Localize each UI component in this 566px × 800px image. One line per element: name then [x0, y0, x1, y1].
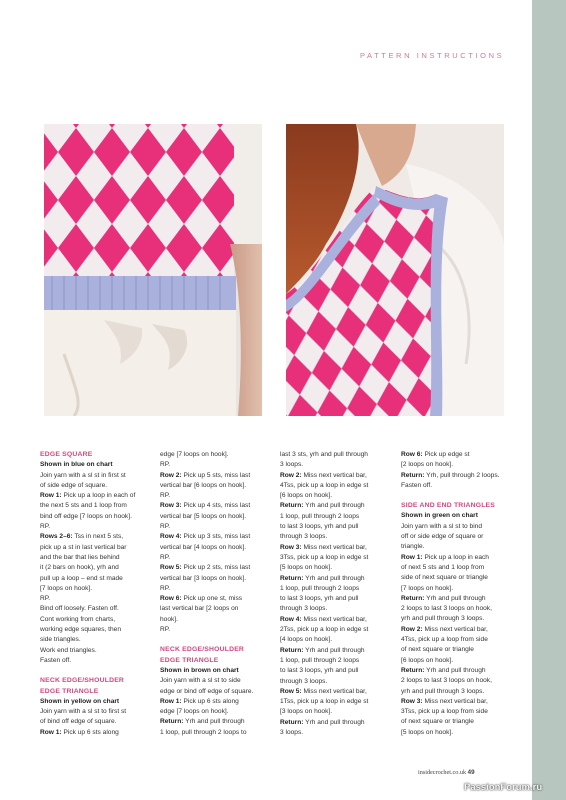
chart-color-note: Shown in green on chart	[401, 512, 478, 520]
instruction-text: to last 3 loops, yrh and pull	[280, 595, 359, 603]
instruction-text: to last 3 loops, yrh and pull	[280, 523, 359, 531]
instruction-text: of bind off edge of square.	[40, 718, 117, 726]
page-number: 49	[467, 769, 475, 776]
row-label: Return:	[401, 594, 425, 602]
instruction-line	[40, 707, 158, 717]
instruction-line	[401, 553, 521, 563]
instruction-text: bind off edge [7 loops on hook].	[40, 512, 132, 520]
instruction-text: 2 loops to last 3 loops on hook,	[401, 677, 492, 685]
instruction-line	[160, 563, 276, 573]
instruction-line	[280, 697, 398, 707]
section-header: PATTERN INSTRUCTIONS	[360, 51, 505, 60]
instruction-line	[160, 460, 276, 470]
instruction-text: Work end triangles.	[40, 646, 97, 654]
instruction-line	[40, 574, 158, 584]
instruction-line	[280, 687, 398, 697]
instruction-line	[401, 594, 521, 604]
instruction-line	[40, 584, 158, 594]
instruction-text: to last 3 loops, yrh and pull	[280, 667, 359, 675]
instruction-text: of next 5 sts and 1 loop from	[401, 563, 485, 571]
instruction-text: Pick up 5 sts, miss last	[181, 471, 251, 479]
instruction-text: 3Tss, pick up a loop from side	[401, 708, 488, 716]
instruction-text: Join yarn with a sl st to first st	[40, 708, 127, 716]
instruction-text: [6 loops on hook].	[401, 656, 454, 664]
instruction-line	[40, 512, 158, 522]
instruction-text: 3 loops.	[280, 461, 304, 469]
instruction-line	[401, 614, 521, 624]
instruction-line	[401, 542, 521, 552]
row-label: Row 1:	[160, 697, 182, 705]
instruction-text: Bind off loosely. Fasten off.	[40, 605, 119, 613]
instruction-text: Pick up 4 sts, miss last	[181, 502, 251, 510]
instruction-line	[401, 707, 521, 717]
instruction-line	[40, 563, 158, 573]
instruction-line	[160, 574, 276, 584]
instruction-line	[401, 471, 521, 481]
section-heading: NECK EDGE/SHOULDER	[40, 677, 125, 685]
instruction-line	[280, 677, 398, 687]
instruction-line	[401, 532, 521, 542]
paragraph-gap	[401, 491, 521, 501]
row-label: Return:	[280, 502, 304, 510]
instruction-text: vertical bar [6 loops on hook].	[160, 481, 247, 489]
row-label: Return:	[280, 718, 304, 726]
instruction-text: off or side edge of square or	[401, 533, 484, 541]
instruction-text: [6 loops on hook].	[280, 492, 333, 500]
instruction-text: Yrh, pull through 2 loops.	[424, 471, 500, 479]
instruction-line	[40, 635, 158, 645]
row-label: Row 1:	[40, 728, 62, 736]
section-heading: EDGE SQUARE	[40, 451, 93, 458]
instruction-line	[401, 635, 521, 645]
instruction-line	[160, 450, 276, 460]
instruction-text: side triangles.	[40, 636, 81, 644]
side-color-band	[532, 0, 566, 800]
instruction-text: 2 loops to last 3 loops on hook,	[401, 605, 492, 613]
instruction-text: Yrh and pull through	[303, 646, 365, 654]
instruction-line	[280, 656, 398, 666]
instruction-text: of side edge of square.	[40, 481, 108, 489]
instruction-line	[280, 450, 398, 460]
instruction-line	[280, 512, 398, 522]
instruction-text: 4Tss, pick up a loop from side	[401, 636, 488, 644]
instruction-text: Yrh and pull through	[303, 574, 365, 582]
instruction-text: the next 5 sts and 1 loop from	[40, 502, 127, 510]
instruction-text: it (2 bars on hook), yrh and	[40, 564, 119, 572]
instruction-line	[401, 584, 521, 594]
instruction-line	[280, 522, 398, 532]
instruction-line	[40, 594, 158, 604]
instruction-line	[280, 666, 398, 676]
instruction-text: yrh and pull through 3 loops.	[401, 615, 485, 623]
photo-cropped-vest	[44, 124, 262, 416]
instruction-text: [5 loops on hook].	[280, 564, 333, 572]
instruction-text: Pick up 3 sts, miss last	[181, 533, 251, 541]
instruction-text: yrh and pull through 3 loops.	[401, 687, 485, 695]
instruction-line	[401, 625, 521, 635]
section-heading: EDGE TRIANGLE	[40, 687, 99, 695]
instruction-text: [4 loops on hook].	[280, 636, 333, 644]
instruction-line	[160, 471, 276, 481]
row-label: Row 5:	[160, 564, 182, 572]
paragraph-gap	[40, 666, 158, 676]
paragraph-gap	[160, 635, 276, 645]
instruction-line	[40, 491, 158, 501]
chart-color-note: Shown in brown on chart	[160, 666, 239, 674]
instruction-text: Fasten off.	[401, 481, 433, 489]
instruction-line	[40, 625, 158, 635]
instructions-column-2	[160, 450, 276, 738]
instruction-text: working edge squares, then	[40, 626, 122, 634]
instruction-text: RP.	[40, 595, 51, 603]
instruction-line	[401, 604, 521, 614]
instruction-line	[401, 522, 521, 532]
instruction-text: Cont working from charts,	[40, 615, 116, 623]
instruction-line	[280, 625, 398, 635]
instruction-text: vertical bar [5 loops on hook].	[160, 512, 247, 520]
instruction-line	[280, 604, 398, 614]
instruction-line	[160, 512, 276, 522]
instruction-text: [7 loops on hook].	[40, 584, 93, 592]
instruction-text: Yrh and pull through	[424, 594, 486, 602]
instruction-line	[280, 584, 398, 594]
instruction-line	[40, 646, 158, 656]
instruction-text: [2 loops on hook].	[401, 461, 454, 469]
row-label: Return:	[401, 666, 425, 674]
instruction-text: [5 loops on hook].	[401, 728, 454, 736]
row-label: Return:	[280, 574, 304, 582]
instruction-text: pick up a st in last vertical bar	[40, 543, 127, 551]
instruction-line	[160, 604, 276, 614]
instruction-line	[401, 676, 521, 686]
instruction-line	[280, 471, 398, 481]
row-label: Row 2:	[401, 625, 423, 633]
row-label: Rows 2–6:	[40, 533, 73, 541]
instruction-text: triangle.	[401, 543, 425, 551]
instruction-line	[160, 717, 276, 727]
instruction-line	[40, 615, 158, 625]
instruction-text: edge [7 loops on hook].	[160, 451, 229, 458]
instruction-line	[40, 656, 158, 666]
instruction-line	[280, 553, 398, 563]
instruction-line	[401, 481, 521, 491]
instruction-text: of next square or triangle	[401, 718, 474, 726]
instruction-line	[280, 563, 398, 573]
instruction-text: through 3 loops.	[280, 677, 328, 685]
instruction-text: 1Tss, pick up a loop in edge st	[280, 698, 369, 706]
instruction-text: 1 loop, pull through 2 loops	[280, 656, 360, 664]
instruction-line	[401, 728, 521, 738]
instruction-line	[401, 666, 521, 676]
instruction-text: edge [7 loops on hook].	[160, 708, 229, 716]
section-heading: EDGE TRIANGLE	[160, 656, 219, 664]
instruction-line	[401, 460, 521, 470]
row-label: Row 3:	[160, 502, 182, 510]
instruction-text: of next square or triangle	[401, 646, 474, 654]
instruction-line	[280, 491, 398, 501]
instruction-line	[40, 522, 158, 532]
instruction-text: Miss next vertical bar,	[301, 615, 367, 623]
instruction-text: Join yarn with a sl st in first st	[40, 471, 126, 479]
instruction-line	[160, 594, 276, 604]
section-heading: SIDE AND END TRIANGLES	[401, 502, 496, 510]
instruction-text: RP.	[160, 492, 171, 500]
instruction-line	[401, 563, 521, 573]
instruction-text: RP.	[160, 523, 171, 531]
row-label: Row 6:	[401, 451, 423, 458]
instruction-line	[280, 574, 398, 584]
instruction-line	[280, 635, 398, 645]
instructions-column-4	[401, 450, 521, 738]
watermark: PassionForum.ru	[464, 782, 543, 793]
instruction-text: RP.	[40, 523, 51, 531]
instruction-text: hook].	[160, 615, 178, 623]
row-label: Row 4:	[280, 615, 302, 623]
instruction-line	[40, 553, 158, 563]
instruction-text: Miss next vertical bar,	[301, 543, 367, 551]
instruction-line	[280, 501, 398, 511]
instruction-line	[401, 573, 521, 583]
instruction-line	[401, 687, 521, 697]
instruction-line	[160, 491, 276, 501]
instruction-line	[280, 594, 398, 604]
instruction-line	[40, 543, 158, 553]
instruction-text: through 3 loops.	[280, 605, 328, 613]
instruction-line	[160, 707, 276, 717]
instruction-text: Pick up edge st	[422, 451, 470, 458]
instruction-text: 1 loop, pull through 2 loops	[280, 512, 360, 520]
row-label: Return:	[160, 718, 184, 726]
instruction-text: last 3 sts, yrh and pull through	[280, 451, 368, 458]
row-label: Return:	[401, 471, 425, 479]
instruction-line	[160, 676, 276, 686]
instruction-text: Yrh and pull through	[424, 666, 486, 674]
instruction-text: vertical bar [4 loops on hook].	[160, 543, 247, 551]
instruction-line	[160, 584, 276, 594]
row-label: Return:	[280, 646, 304, 654]
row-label: Row 1:	[401, 553, 423, 561]
instruction-line	[40, 481, 158, 491]
instruction-line	[40, 471, 158, 481]
instruction-text: 1 loop, pull through 2 loops	[280, 584, 360, 592]
instruction-text: and the bar that lies behind	[40, 553, 120, 561]
instruction-line	[401, 656, 521, 666]
instruction-text: RP.	[160, 461, 171, 469]
instruction-text: Pick up 6 sts along	[181, 697, 239, 705]
photo-vest-side-view	[286, 124, 504, 416]
instruction-text: Pick up a loop in each	[422, 553, 489, 561]
instruction-line	[401, 450, 521, 460]
row-label: Row 5:	[280, 687, 302, 695]
instruction-line	[160, 728, 276, 738]
row-label: Row 3:	[401, 697, 423, 705]
instruction-text: last vertical bar [2 loops on	[160, 605, 239, 613]
chart-color-note: Shown in yellow on chart	[40, 697, 120, 705]
instruction-text: Yrh and pull through	[183, 718, 245, 726]
footer-site: insidecrochet.co.uk	[418, 769, 467, 776]
instruction-text: Pick up 2 sts, miss last	[181, 564, 251, 572]
instruction-text: Yrh and pull through	[303, 718, 365, 726]
instruction-line	[40, 604, 158, 614]
instruction-text: Miss next vertical bar,	[301, 687, 367, 695]
instruction-text: 1 loop, pull through 2 loops to	[160, 728, 247, 736]
row-label: Row 2:	[280, 471, 302, 479]
instruction-line	[280, 728, 398, 738]
instruction-text: RP.	[160, 584, 171, 592]
instruction-text: Tss in next 5 sts,	[72, 533, 124, 541]
instruction-line	[160, 481, 276, 491]
instruction-text: Join yarn with a sl st to side	[160, 677, 241, 685]
instruction-text: Pick up a loop in each of	[61, 492, 136, 500]
instruction-text: RP.	[160, 626, 171, 634]
chart-color-note: Shown in blue on chart	[40, 461, 113, 469]
instruction-line	[160, 543, 276, 553]
instruction-line	[280, 481, 398, 491]
instruction-line	[160, 615, 276, 625]
instruction-text: 3Tss, pick up a loop in edge st	[280, 553, 369, 561]
instruction-text: pull up a loop – end st made	[40, 574, 123, 582]
instructions-column-1	[40, 450, 158, 738]
instructions-column-3	[280, 450, 398, 738]
instruction-line	[401, 717, 521, 727]
instruction-line	[280, 646, 398, 656]
section-heading: NECK EDGE/SHOULDER	[160, 646, 245, 654]
instruction-line	[280, 707, 398, 717]
row-label: Row 2:	[160, 471, 182, 479]
row-label: Row 1:	[40, 492, 62, 500]
instruction-line	[280, 532, 398, 542]
instruction-text: Miss next vertical bar,	[422, 625, 488, 633]
page-footer	[418, 769, 475, 776]
instruction-text: Fasten off.	[40, 656, 72, 664]
instruction-line	[280, 718, 398, 728]
instruction-text: Pick up 6 sts along	[61, 728, 119, 736]
instruction-line	[160, 553, 276, 563]
instruction-line	[160, 522, 276, 532]
instruction-text: [3 loops on hook].	[280, 708, 333, 716]
instruction-text: Miss next vertical bar,	[422, 697, 488, 705]
instruction-text: Join yarn with a sl st to bind	[401, 522, 482, 530]
row-label: Row 6:	[160, 595, 182, 603]
instruction-line	[401, 697, 521, 707]
instruction-line	[40, 501, 158, 511]
instruction-line	[160, 532, 276, 542]
instruction-line	[160, 687, 276, 697]
instruction-text: Miss next vertical bar,	[301, 471, 367, 479]
instruction-text: 3 loops.	[280, 729, 304, 737]
instruction-text: [7 loops on hook].	[401, 584, 454, 592]
instruction-line	[160, 501, 276, 511]
instruction-line	[40, 728, 158, 738]
instruction-line	[40, 717, 158, 727]
instruction-line	[280, 543, 398, 553]
instruction-line	[40, 532, 158, 542]
instruction-line	[280, 615, 398, 625]
instruction-text: edge or bind off edge of square.	[160, 687, 254, 695]
instruction-text: RP.	[160, 553, 171, 561]
row-label: Row 3:	[280, 543, 302, 551]
instruction-text: vertical bar [3 loops on hook].	[160, 574, 247, 582]
instruction-text: Yrh and pull through	[303, 502, 365, 510]
instruction-text: side of next square or triangle	[401, 574, 488, 582]
instruction-text: through 3 loops.	[280, 533, 328, 541]
instruction-line	[160, 697, 276, 707]
instruction-text: 4Tss, pick up a loop in edge st	[280, 481, 369, 489]
instruction-line	[160, 625, 276, 635]
instruction-line	[280, 460, 398, 470]
instruction-text: Pick up one st, miss	[181, 595, 243, 603]
instruction-line	[401, 645, 521, 655]
instruction-text: 2Tss, pick up a loop in edge st	[280, 626, 369, 634]
row-label: Row 4:	[160, 533, 182, 541]
